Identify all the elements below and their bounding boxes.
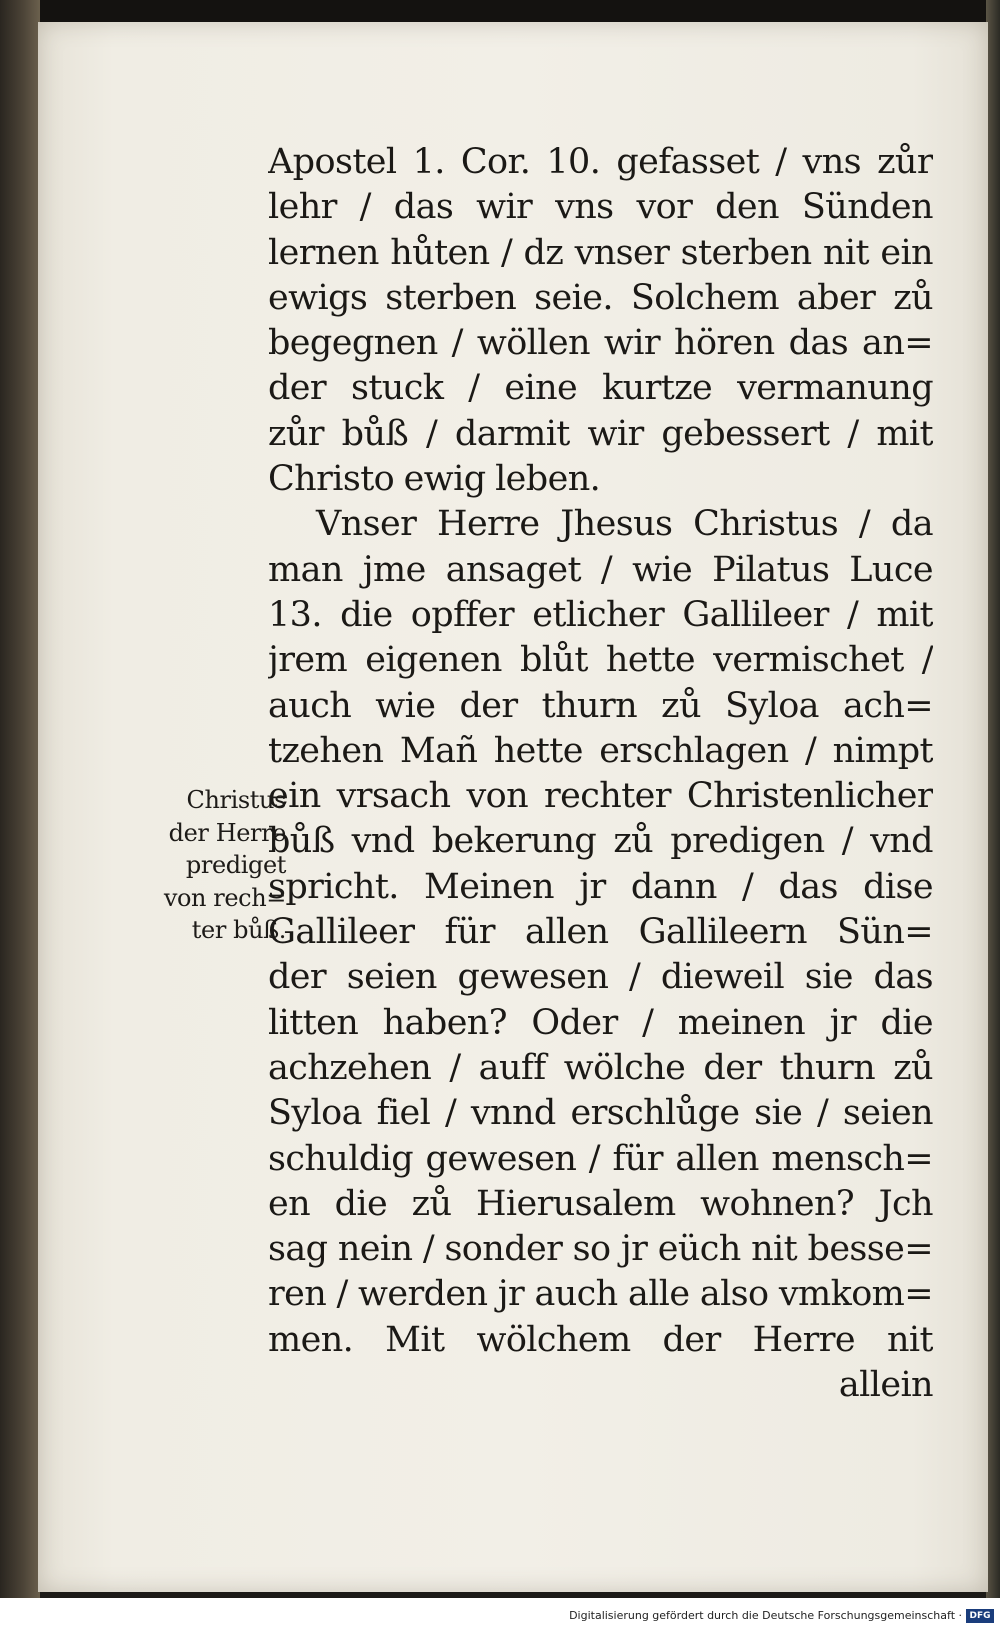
main-text-block — [268, 140, 933, 1408]
text-line: Gallileer für allen Gallileern Sün= — [268, 912, 933, 953]
marginal-note — [116, 784, 286, 947]
text-line: der seien gewesen / dieweil sie das — [268, 957, 933, 998]
text-line: auch wie der thurn zů Syloa ach= — [268, 685, 933, 726]
text-line: ren / werden jr auch alle also vmkom= — [268, 1274, 933, 1315]
footer-bar — [0, 1598, 1000, 1628]
text-line: lernen hůten / dz vnser sterben nit ein — [268, 232, 933, 273]
dfg-logo: DFG — [966, 1609, 994, 1623]
text-line: spricht. Meinen jr dann / das dise — [268, 866, 933, 907]
book-top-edge — [0, 0, 1000, 24]
text-line: Christo ewig leben. — [268, 459, 601, 500]
text-line: ewigs sterben seie. Solchem aber zů — [268, 277, 933, 318]
book-binding-left — [0, 0, 40, 1628]
marginal-note-line: der Herre — [168, 818, 286, 847]
text-line: lehr / das wir vns vor den Sünden — [268, 187, 933, 228]
text-line: achzehen / auff wölche der thurn zů — [268, 1047, 933, 1088]
book-page — [38, 22, 988, 1592]
text-line: men. Mit wölchem der Herre nit — [268, 1319, 933, 1360]
text-line: begegnen / wöllen wir hören das an= — [268, 323, 933, 364]
text-line: man jme ansaget / wie Pilatus Luce — [268, 549, 933, 590]
marginal-note-line: prediget — [185, 851, 286, 879]
text-line-paragraph-start: Vnser Herre Jhesus Christus / da — [316, 504, 933, 545]
text-line: 13. die opffer etlicher Gallileer / mit — [268, 594, 933, 635]
catchword: allein — [838, 1365, 933, 1406]
text-line: Apostel 1. Cor. 10. gefasset / vns zůr — [268, 142, 933, 182]
marginal-note-line: von rech= — [163, 883, 286, 912]
marginal-note-line: ter bůß. — [191, 916, 286, 944]
book-binding-right — [986, 0, 1000, 1628]
text-line: litten haben? Oder / meinen jr die — [268, 1002, 933, 1043]
text-line: jrem eigenen blůt hette vermischet / — [268, 640, 933, 681]
text-line: tzehen Mañ hette erschlagen / nimpt — [268, 730, 933, 771]
funding-credit: Digitalisierung gefördert durch die Deutsche Forschungsgemeinschaft · — [569, 1609, 962, 1622]
text-line: der stuck / eine kurtze vermanung — [268, 368, 933, 409]
text-line: zůr bůß / darmit wir gebessert / mit — [268, 413, 933, 454]
text-line: schuldig gewesen / für allen mensch= — [268, 1138, 933, 1179]
marginal-note-line: Christus — [186, 786, 286, 814]
text-line: sag nein / sonder so jr eüch nit besse= — [268, 1229, 933, 1270]
text-line: ein vrsach von rechter Christenlicher — [268, 776, 933, 817]
text-line: en die zů Hierusalem wohnen? Jch — [268, 1183, 933, 1224]
text-line: Syloa fiel / vnnd erschlůge sie / seien — [268, 1093, 933, 1134]
text-line: bůß vnd bekerung zů predigen / vnd — [268, 821, 933, 862]
